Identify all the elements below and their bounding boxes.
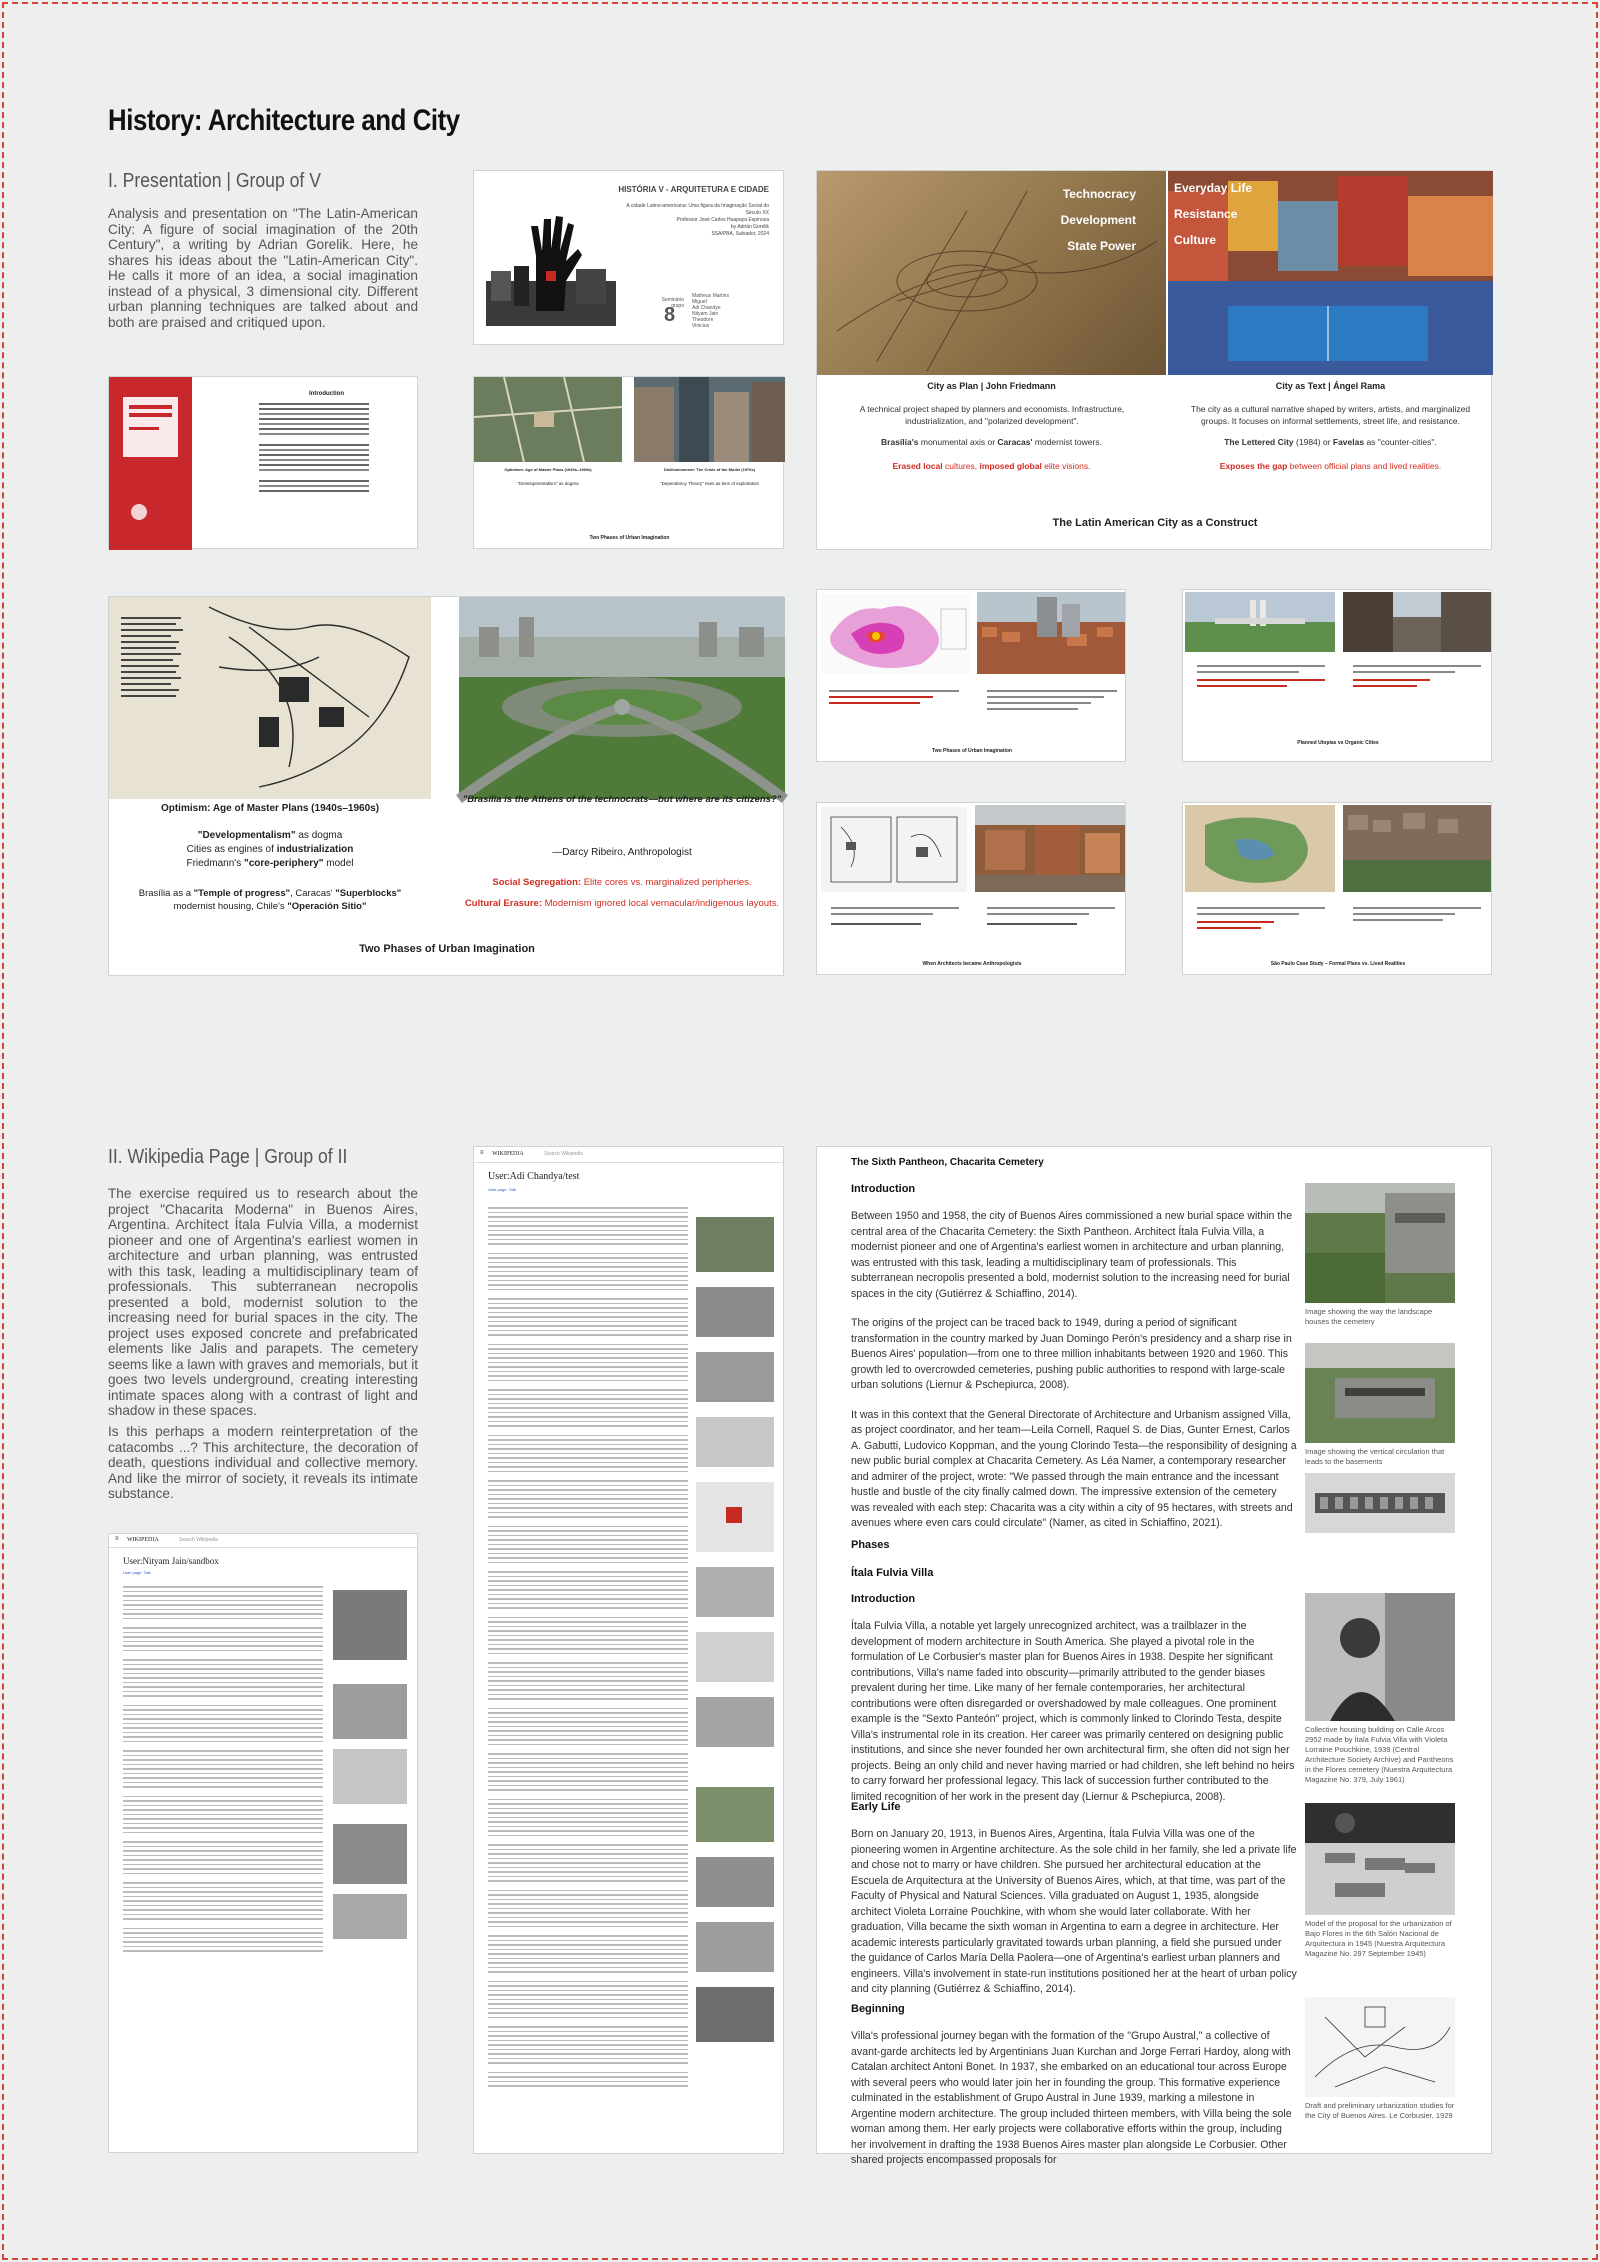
wiki-brand[interactable]: WIKIPEDIA [127, 1537, 159, 1543]
text: Modernism ignored local vernacular/indigenous layouts. [541, 898, 780, 909]
wiki-mid-lines [488, 1207, 688, 2090]
bajo-flores-model-image [1305, 1803, 1455, 1915]
text: modernist housing, Chile's [173, 901, 288, 912]
organic-street-image [1343, 592, 1491, 652]
page-title: History: Architecture and City [108, 104, 460, 137]
wiki-mid-diagram [696, 1482, 774, 1552]
cover-subtitle: A cidade Latino-americana: Uma figura da Imaginação Social do Século XX [626, 203, 769, 216]
ibirapuera-park-image [1185, 805, 1335, 892]
slide-grid-d [1182, 802, 1492, 975]
tab-talk[interactable]: Talk [143, 1570, 151, 1575]
wiki-left-photo [333, 1824, 407, 1884]
article-begin-heading: Beginning [851, 2003, 905, 2015]
wiki-mid-photo [696, 1567, 774, 1617]
section2-heading: II. Wikipedia Page | Group of II [108, 1146, 348, 1168]
text: Elite cores vs. marginalized peripheries. [581, 877, 752, 888]
wiki-left-title: User:Nityam Jain/sandbox [123, 1556, 219, 1566]
aerial-map-image [474, 377, 622, 462]
wiki-mid-photo [696, 1352, 774, 1402]
construct-footer: The Latin American City as a Construct [1052, 517, 1258, 529]
slide-cover [473, 170, 784, 345]
overlay-technocracy: Technocracy [1062, 187, 1136, 201]
text: Social Segregation: [492, 877, 582, 888]
slide-two-phases [108, 596, 784, 976]
text: "Operación Sitio" [287, 901, 367, 912]
section1-heading: I. Presentation | Group of V [108, 170, 321, 192]
city-plan-image [817, 171, 1166, 375]
wiki-sandbox-page [108, 1533, 418, 2153]
sketch-maps-image [821, 807, 967, 892]
caption-le-corbusier: Draft and preliminary urbanization studies for the City of Buenos Aires. Le Corbusier, 1929 [1305, 2101, 1455, 2120]
article-title: The Sixth Pantheon, Chacarita Cemetery [851, 1157, 1044, 1168]
cover-group-label: Seminário grupo [661, 297, 684, 309]
section2-text-2: Is this perhaps a modern reinterpretation of the catacombs ...? This architecture, the decoration of death, questions individual and collective memory. And like the mirror of society, it reveals its intimate substance. [108, 1424, 418, 1501]
city-street-image [634, 377, 785, 462]
text: Cultural Erasure: [464, 898, 542, 909]
wiki-brand[interactable]: WIKIPEDIA [492, 1151, 524, 1157]
text: imposed global [979, 461, 1042, 471]
grid-c-footer: When Architects became Anthropologists [922, 961, 1022, 967]
cover-member: Matheus Martins [692, 293, 729, 299]
book-cover-image [109, 377, 192, 550]
two-phases-footer: Two Phases of Urban Imagination [359, 943, 535, 955]
text: industrialization [276, 844, 354, 855]
overlay-everyday-life: Everyday Life [1174, 181, 1253, 195]
article-p1: Between 1950 and 1958, the city of Buenos Aires commissioned a new burial space within the central area of the Chacarita Cemetery: the Sixth Pantheon. Architect Ítala Fulvia Villa, a modernist pioneer and one of Argentina's earliest women in architecture and urban planning, was entrusted with this task, leading a multidisciplinary team of professionals. This subterranean necropolis presented a bold, modernist solution to the increasing need for burial spaces in the city (Gutiérrez & Schiaffino, 2014). [851, 1210, 1293, 1300]
text: model [323, 858, 354, 869]
text: Erased local [892, 461, 943, 471]
wiki-header [474, 1147, 785, 1163]
slide-two-phases-small [473, 376, 784, 549]
article-p5: Born on January 20, 1913, in Buenos Aires, Argentina, Ítala Fulvia Villa was one of the pioneering women in Argentine architecture. As the sole child in her family, she led a private life and chose not to marry or have children. She pursued her architectural education at the Escuela de Arquitectura at the University of Buenos Aires, which, at that time, was part of the Faculty of Physical and Natural Sciences. Villa graduated on August 1, 1935, alongside architect Violeta Lorraine Pouchkine, with whom she would later collaborate. With her graduation, Villa became the sixth woman in Argentina to earn a degree in architecture. Her academic interests particularly gravitated towards urban planning, a field she pursued under the guidance of Carlos María Della Paolera—one of Argentina's earliest urban planners and engineers. Villa's involvement in state-run institutions positioned her at the heart of urban policy and city planning (Gutiérrez & Schiaffino, 2014). [851, 1828, 1297, 1995]
slide-grid-a [816, 589, 1126, 762]
city-as-text-desc: The city as a cultural narrative shaped by writers, artists, and marginalized groups. It focuses on informal settlements, street life, and resistance. [1190, 404, 1471, 426]
text: (1984) or [1293, 437, 1333, 447]
city-as-text-critique [1168, 461, 1493, 471]
cover-line2: Professor José Carlos Huapaya Espinoza [676, 217, 769, 223]
favela-hillside-image [977, 592, 1125, 674]
text: as dogma [295, 830, 343, 841]
grid-a-footer: Two Phases of Urban Imagination [932, 748, 1012, 754]
cover-member: Vinicius [692, 323, 710, 329]
section2-text-1: The exercise required us to research about the project "Chacarita Moderna" in Buenos Aires, Argentina. Architect Ítala Fulvia Villa, a modernist pioneer and one of Argentina's earliest women in architecture and urban planning, was entrusted with this task, leading a multidisciplinary team of professionals. This subterranean necropolis presented a bold, modernist solution to the increasing need for burial spaces in the city. The project uses exposed concrete and prefabricated elements like Jalis and parapets. The cemetery seems like a lawn with graves and memorials, but it goes two levels underground, creating interesting intimate spaces along with a contrast of light and shadow in these spaces. [108, 1186, 418, 1418]
text: modernist towers. [1032, 437, 1102, 447]
small-footer: Two Phases of Urban Imagination [589, 535, 670, 541]
article-p2: The origins of the project can be traced back to 1949, during a period of significant transformation in the country marked by Juan Domingo Perón's presidency and a sharp rise in Buenos Aires' population—from one to three million inhabitants between 1920 and 1960. This growth led to overcrowded cemeteries, pushing public authorities to respond with large-scale urban solutions (Liernur & Pschepiurca, 2008). [851, 1317, 1292, 1391]
small-right-caption: Disillusionment: The Crisis of the Model (1970s) [663, 467, 756, 472]
text: monumental axis or [918, 437, 998, 447]
slide-latin-american-city-construct [816, 170, 1492, 550]
article-intro-body [851, 1209, 1297, 1546]
slide-grid-c [816, 802, 1126, 975]
text: between official plans and lived realities. [1287, 461, 1442, 471]
density-map-image [821, 594, 971, 674]
article-villa-heading: Ítala Fulvia Villa [851, 1567, 934, 1579]
brasilia-image [1185, 592, 1335, 652]
wiki-left-photo [333, 1684, 407, 1739]
wiki-mid-photo [696, 1632, 774, 1682]
wiki-left-photo [333, 1749, 407, 1804]
overlay-development: Development [1060, 213, 1136, 227]
cover-line3: by Adrián Gorelik [730, 224, 769, 230]
master-plan-map-image [109, 597, 431, 799]
wiki-mid-photo [696, 1787, 774, 1842]
menu-icon[interactable]: ≡ [115, 1536, 119, 1542]
wiki-search[interactable]: Search Wikipedia [544, 1151, 583, 1157]
wiki-mid-photo [696, 1217, 774, 1272]
cover-group-number: 8 [664, 304, 676, 326]
wiki-left-photo [333, 1590, 407, 1660]
city-as-text-title: City as Text | Ángel Rama [1275, 381, 1386, 391]
wiki-header [109, 1534, 419, 1548]
paraisopolis-image [1343, 805, 1491, 892]
menu-icon[interactable]: ≡ [480, 1150, 484, 1156]
ribeiro-author: —Darcy Ribeiro, Anthropologist [552, 847, 692, 858]
wiki-mid-photo [696, 1287, 774, 1337]
caption-bajo-flores: Model of the proposal for the urbanization of Bajo Flores in the 6th Salón Nacional de Arquitectura in 1945 (Nuestra Arquitectura Magazine No. 297 September 1945) [1305, 1919, 1452, 1958]
wiki-mid-title: User:Adi Chandya/test [488, 1171, 580, 1182]
text: The Lettered City [1224, 437, 1294, 447]
wiki-mid-photo [696, 1857, 774, 1907]
text: Cities as engines of [186, 844, 277, 855]
intro-heading: Introduction [309, 391, 344, 397]
housing-image [975, 805, 1125, 892]
text-caracas: Caracas' [997, 437, 1033, 447]
optimism-examples [129, 887, 411, 913]
le-corbusier-sketch-image [1305, 1997, 1455, 2097]
slide-introduction [108, 376, 418, 549]
vertical-circulation-image [1305, 1343, 1455, 1443]
tab-user-page[interactable]: User page [123, 1570, 142, 1575]
pantheon-building-image [1305, 1473, 1455, 1533]
cover-member: Adi Chandye [692, 305, 721, 311]
text: cultures, [942, 461, 980, 471]
cultural-erasure [459, 898, 785, 909]
text: "Superblocks" [335, 888, 402, 899]
city-as-plan-examples [817, 437, 1166, 447]
article-intro2-heading: Introduction [851, 1593, 916, 1605]
cover-member: Nityam Jain [692, 311, 719, 317]
text: "core-periphery" [243, 858, 324, 869]
city-as-plan-desc: A technical project shaped by planners and economists. Infrastructure, industrialization, and "polarized development". [859, 404, 1125, 426]
city-as-plan-critique [817, 461, 1166, 471]
text: "Temple of progress" [193, 888, 291, 899]
wiki-left-lines [123, 1586, 323, 1955]
intro-text-lines [259, 403, 369, 495]
overlay-state-power: State Power [1067, 239, 1136, 253]
cover-line4: SSA/PBA, Salvador, 2024 [711, 231, 769, 237]
overlay-culture: Culture [1174, 233, 1216, 247]
city-as-plan-title: City as Plan | John Friedmann [927, 381, 1056, 391]
ribeiro-quote: "Brasília is the Athens of the technocrats—but where are its citizens?" [462, 794, 782, 805]
cover-member: Theodore [692, 317, 714, 323]
article-phases-heading: Phases [851, 1539, 890, 1551]
text: Friedmann's [186, 858, 244, 869]
wiki-mid-photo [696, 1987, 774, 2042]
text-brasilia: Brasília's [881, 437, 919, 447]
hand-collage-image [486, 211, 616, 326]
cover-title: HISTÓRIA V - ARQUITETURA E CIDADE [618, 185, 769, 194]
article-p6: Villa's professional journey began with the formation of the "Grupo Austral," a collective of avant-garde architects led by Argentinians Juan Kurchan and Jorge Ferrari Hardoy, along with Catalan architect Antoni Bonet. In 1937, she embarked on an educational tour across Europe with several peers who would later join her in founding the group. This formative experience culminated in the establishment of Grupo Austral in June 1939, marking a milestone in Argentine modern architecture. The group included thirteen members, with Villa being the sole woman among them. Her early projects were collaborative efforts within the group, including her involvement in drafting the 1938 Buenos Aires master plan alongside Le Corbusier. Other shared projects encompassed proposals for [851, 2030, 1292, 2166]
article-early-heading: Early Life [851, 1801, 901, 1813]
text: "Developmentalism" [197, 830, 296, 841]
text: Exposes the gap [1219, 461, 1288, 471]
tab-user-page[interactable]: User page [488, 1187, 507, 1192]
wiki-mid-photo [696, 1417, 774, 1467]
tab-talk[interactable]: Talk [508, 1187, 516, 1192]
text: as "counter-cities". [1364, 437, 1437, 447]
caption-landscape: Image showing the way the landscape houses the cemetery [1305, 1307, 1433, 1326]
city-as-text-examples [1168, 437, 1493, 447]
overlay-resistance: Resistance [1174, 207, 1238, 221]
article-p3: It was in this context that the General Directorate of Architecture and Urbanism assigned Villa, as project coordinator, and her team—Leila Cornell, Raquel S. de Dias, Gunter Ernest, Carlos A. Gabutti, Ludovico Koppman, and the young Clorindo Testa—the responsibility of designing a new public burial complex at Chacarita Cemetery. As Léa Namer, a contemporary researcher and admirer of the project, wrote: "We passed through the main entrance and the incessant hustle and bustle of the city finally calmed down. The impressive extension of the cemetery was revealed with each step: Chacarita was a city within a city of 95 hectares, with streets and avenues where even cars could circulate" (Namer, as cited in Schiaffino, 2021). [851, 1408, 1297, 1529]
slide-grid-b [1182, 589, 1492, 762]
grid-d-footer: São Paulo Case Study – Formal Plans vs. Lived Realities [1270, 961, 1406, 967]
cover-member: Miguel [692, 299, 707, 305]
small-left-caption: Optimism: Age of Master Plans (1940s–1960s) [504, 467, 592, 472]
section1-text: Analysis and presentation on "The Latin-American City: A figure of social imagination of the 20th Century", a writing by Adrian Gorelik. Here, he shares his ideas about the "Latin-American City". He calls it more of an idea, a social imagination instead of a physical, 3 dimensional city. Different urban planning techniques are talked about and both are praised and critiqued upon. [108, 206, 418, 330]
text: Favelas [1332, 437, 1365, 447]
wiki-test-page [473, 1146, 784, 2154]
wiki-search[interactable]: Search Wikipedia [179, 1537, 218, 1543]
wiki-mid-photo [696, 1697, 774, 1747]
article-intro-heading: Introduction [851, 1183, 916, 1195]
cemetery-landscape-image [1305, 1183, 1455, 1303]
optimism-points [109, 829, 431, 871]
small-left-text: "Developmentalism" as dogma [517, 481, 579, 486]
wiki-left-photo [333, 1894, 407, 1939]
wiki-mid-photo [696, 1922, 774, 1972]
brasilia-aerial-image [459, 597, 785, 799]
caption-circulation: Image showing the vertical circulation that leads to the basements [1305, 1447, 1445, 1466]
grid-b-footer: Planned Utopias vs Organic Cities [1297, 740, 1379, 746]
small-right-text: "Dependency Theory" rises as lens of exploitation [660, 481, 759, 486]
villa-portrait-image [1305, 1593, 1455, 1721]
social-segregation [459, 877, 785, 888]
text: , Caracas' [290, 888, 336, 899]
favela-image [1168, 171, 1493, 375]
text: Brasília as a [138, 888, 194, 899]
caption-housing: Collective housing building on Calle Arcos 2952 made by Ítala Fulvia Villa with Violeta Lorraine Pouchkine, 1939 (Central Architecture Society Archive) and Pantheons in the Flores cemetery (Nuestra Arquitectura Magazine No. 379, July 1961) [1305, 1725, 1454, 1784]
wiki-article-sixth-pantheon [816, 1146, 1492, 2166]
text: elite visions. [1041, 461, 1091, 471]
article-p4: Ítala Fulvia Villa, a notable yet largely unrecognized architect, was a trailblazer in the development of modern architecture in South America. She played a pivotal role in the formulation of Le Corbusier's master plan for Buenos Aires in 1938. Despite her significant contributions, Villa's name faded into obscurity—primarily attributed to the gender biases prevalent during her time. Like many of her female contemporaries, her architectural contributions were often disregarded or overshadowed by male colleagues. One prominent example is the "Sexto Panteón" project, which is commonly linked to Clorindo Testa, despite Villa's instrumental role in its creation. Her career was primarily centered on designing public institutions, and since she never founded her own architectural firm, she often did not sign her projects. Being an only child and never having married or had children, she left behind no heirs to carry forward her professional legacy. This lack of succession further contributed to the limited recognition of her work in the present day (Liernur & Pschepiurca, 2008). [851, 1620, 1295, 1803]
optimism-caption: Optimism: Age of Master Plans (1940s–1960s) [160, 803, 380, 814]
